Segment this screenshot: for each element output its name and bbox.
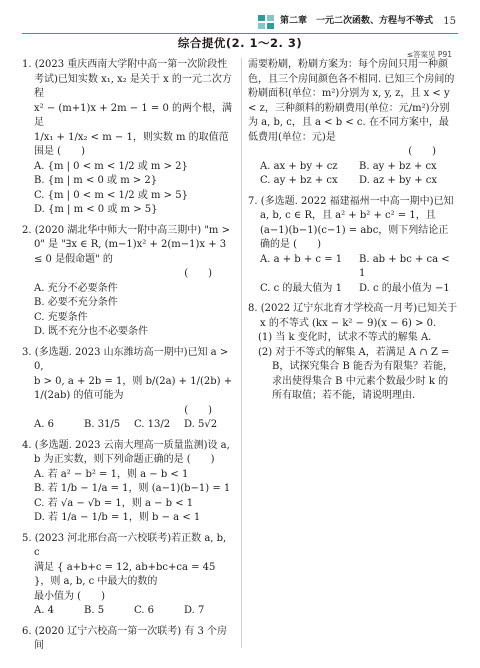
question-2: [22, 224, 234, 340]
options-row: [22, 418, 234, 433]
option-a: A. ax + by + cz: [260, 160, 338, 172]
page-header: [258, 14, 456, 30]
option-b: B. ay + bz + cx: [359, 160, 437, 172]
option-b: B. ab + bc + ca < 1: [359, 253, 450, 279]
option-a: A. 若 a² − b² = 1，则 a − b < 1: [34, 468, 189, 480]
question-stem: 3. (多选题. 2023 山东潍坊高一期中)已知 a > 0,: [22, 346, 229, 372]
options-row: [248, 174, 458, 189]
option-c: C. c 的最大值为 1: [260, 282, 342, 294]
question-stem: 5. (2023 河北邢台高一六校联考)若正数 a, b, c: [22, 532, 227, 558]
option-a: A. 4: [34, 605, 54, 616]
column-divider: [241, 58, 242, 648]
question-stem: 1/x₁ + 1/x₂ < m − 1，则实数 m 的取值范围是 ( ): [34, 131, 229, 157]
question-stem: x² − (m+1)x + 2m − 1 = 0 的两个根，满足: [34, 102, 233, 128]
question-1: [22, 58, 234, 218]
section-title: 综合提优(2. 1～2. 3): [177, 36, 303, 50]
option-b: B. {m | m < 0 或 m > 2}: [34, 175, 158, 186]
left-column: [22, 58, 234, 662]
question-stem: 6. (2020 辽宁六校高一第一次联考) 有 3 个房间: [22, 625, 228, 651]
option-b: B. 必要不充分条件: [34, 297, 118, 308]
question-3: [22, 346, 234, 433]
option-d: D. 5√2: [184, 419, 218, 430]
right-column: [248, 58, 458, 662]
option-d: D. c 的最小值为 −1: [359, 282, 450, 294]
sub-question-1: (1) 当 k 变化时，试求不等式的解集 A.: [258, 332, 432, 343]
sub-question-2: (2) 对于不等式的解集 A，若满足 A ∩ Z = B，试探究集合 B 能否为有限集？若能，求出使得集合 B 中元素个数最少时 k 的所有取值；若不能，请说明理由.: [258, 346, 454, 401]
option-b: B. 5: [84, 605, 105, 616]
option-d: D. 7: [184, 605, 205, 616]
question-stem: 8. (2022 辽宁东北育才学校高一月考)已知关于 x 的不等式 (kx − k² − 9)(x − 6) > 0.: [248, 303, 458, 329]
options-row: [248, 253, 458, 282]
option-b: B. 若 1/b − 1/a = 1，则 (a−1)(b−1) = 1: [34, 483, 231, 494]
question-6-start: [22, 625, 234, 654]
question-stem: 需要粉刷，粉刷方案为：每个房间只用一种颜色，且三个房间颜色各不相同. 已知三个房间的粉刷面积(单位：m²)分别为 x, y, z，且 x < y < z，三种颜料的粉刷费用(单位：元/m²)分别为 a, b, c，且 a < b < c. 在不同方案中，最低费用(单位：元)是: [248, 59, 455, 143]
question-7: [248, 195, 458, 297]
question-stem: 最小值为 ( ): [34, 590, 105, 602]
option-d: D. {m | m < 0 或 m > 5}: [34, 204, 158, 215]
question-stem: 4. (多选题. 2023 云南大理高一质量监测)设 a, b 为正实数，则下列命题正确的是 ( ): [22, 439, 230, 465]
option-a: A. a + b + c = 1: [260, 253, 343, 265]
question-stem: 2. (2020 湖北华中师大一附中高三期中) "m > 0" 是 "∃x ∈ R, (m−1)x² + 2(m−1)x + 3 ≤ 0 是假命题" 的: [22, 224, 230, 265]
question-stem: 7. (多选题. 2022 福建福州一中高一期中)已知 a, b, c ∈ R，且 a² + b² + c² = 1，且 (a−1)(b−1)(c−1) = abc，则下列结论正确的是 ( ): [248, 195, 454, 250]
question-6-continued: [248, 58, 458, 189]
question-5: [22, 532, 234, 619]
question-stem: 1. (2023 重庆西南大学附中高一第一次阶段性考试)已知实数 x₁, x₂ 是关于 x 的一元二次方程: [22, 59, 232, 99]
option-c: C. 若 √a − √b = 1，则 a − b < 1: [34, 497, 194, 509]
option-a: A. 充分不必要条件: [34, 282, 118, 294]
option-c: C. ay + bz + cx: [260, 175, 338, 186]
answer-reference: ≤答案见 P91: [406, 50, 452, 59]
option-d: D. az + by + cx: [359, 175, 438, 186]
option-d: D. 既不充分也不必要条件: [34, 326, 149, 337]
option-c: C. 6: [134, 605, 155, 616]
options-row: [248, 160, 458, 175]
answer-blank: ( ): [408, 146, 436, 157]
answer-blank: ( ): [184, 268, 212, 279]
options-row: [248, 282, 458, 297]
answer-blank: ( ): [184, 404, 212, 416]
options-row: [22, 604, 234, 619]
option-c: C. 充要条件: [34, 311, 88, 323]
option-a: A. {m | 0 < m < 1/2 或 m > 2}: [34, 160, 188, 172]
chapter-logo-icon: [258, 15, 274, 29]
option-c: C. {m | 0 < m < 1/2 或 m > 5}: [34, 189, 188, 201]
page-number: 15: [443, 15, 456, 27]
option-c: C. 13/2: [134, 419, 171, 430]
question-4: [22, 439, 234, 526]
question-stem: b > 0, a + 2b = 1，则 b/(2a) + 1/(2b) + 1/(2ab) 的值可能为: [34, 375, 233, 401]
question-8: [248, 302, 458, 404]
question-stem: 满足 { a+b+c = 12, ab+bc+ca = 45 }，则 a, b, c 中最大的数的: [34, 561, 216, 587]
option-d: D. 若 1/a − 1/b = 1，则 b − a < 1: [34, 512, 201, 523]
chapter-title: 第二章 一元二次函数、方程与不等式: [280, 16, 434, 27]
option-b: B. 31/5: [84, 419, 121, 430]
option-a: A. 6: [34, 419, 54, 430]
header-divider: [22, 33, 458, 34]
